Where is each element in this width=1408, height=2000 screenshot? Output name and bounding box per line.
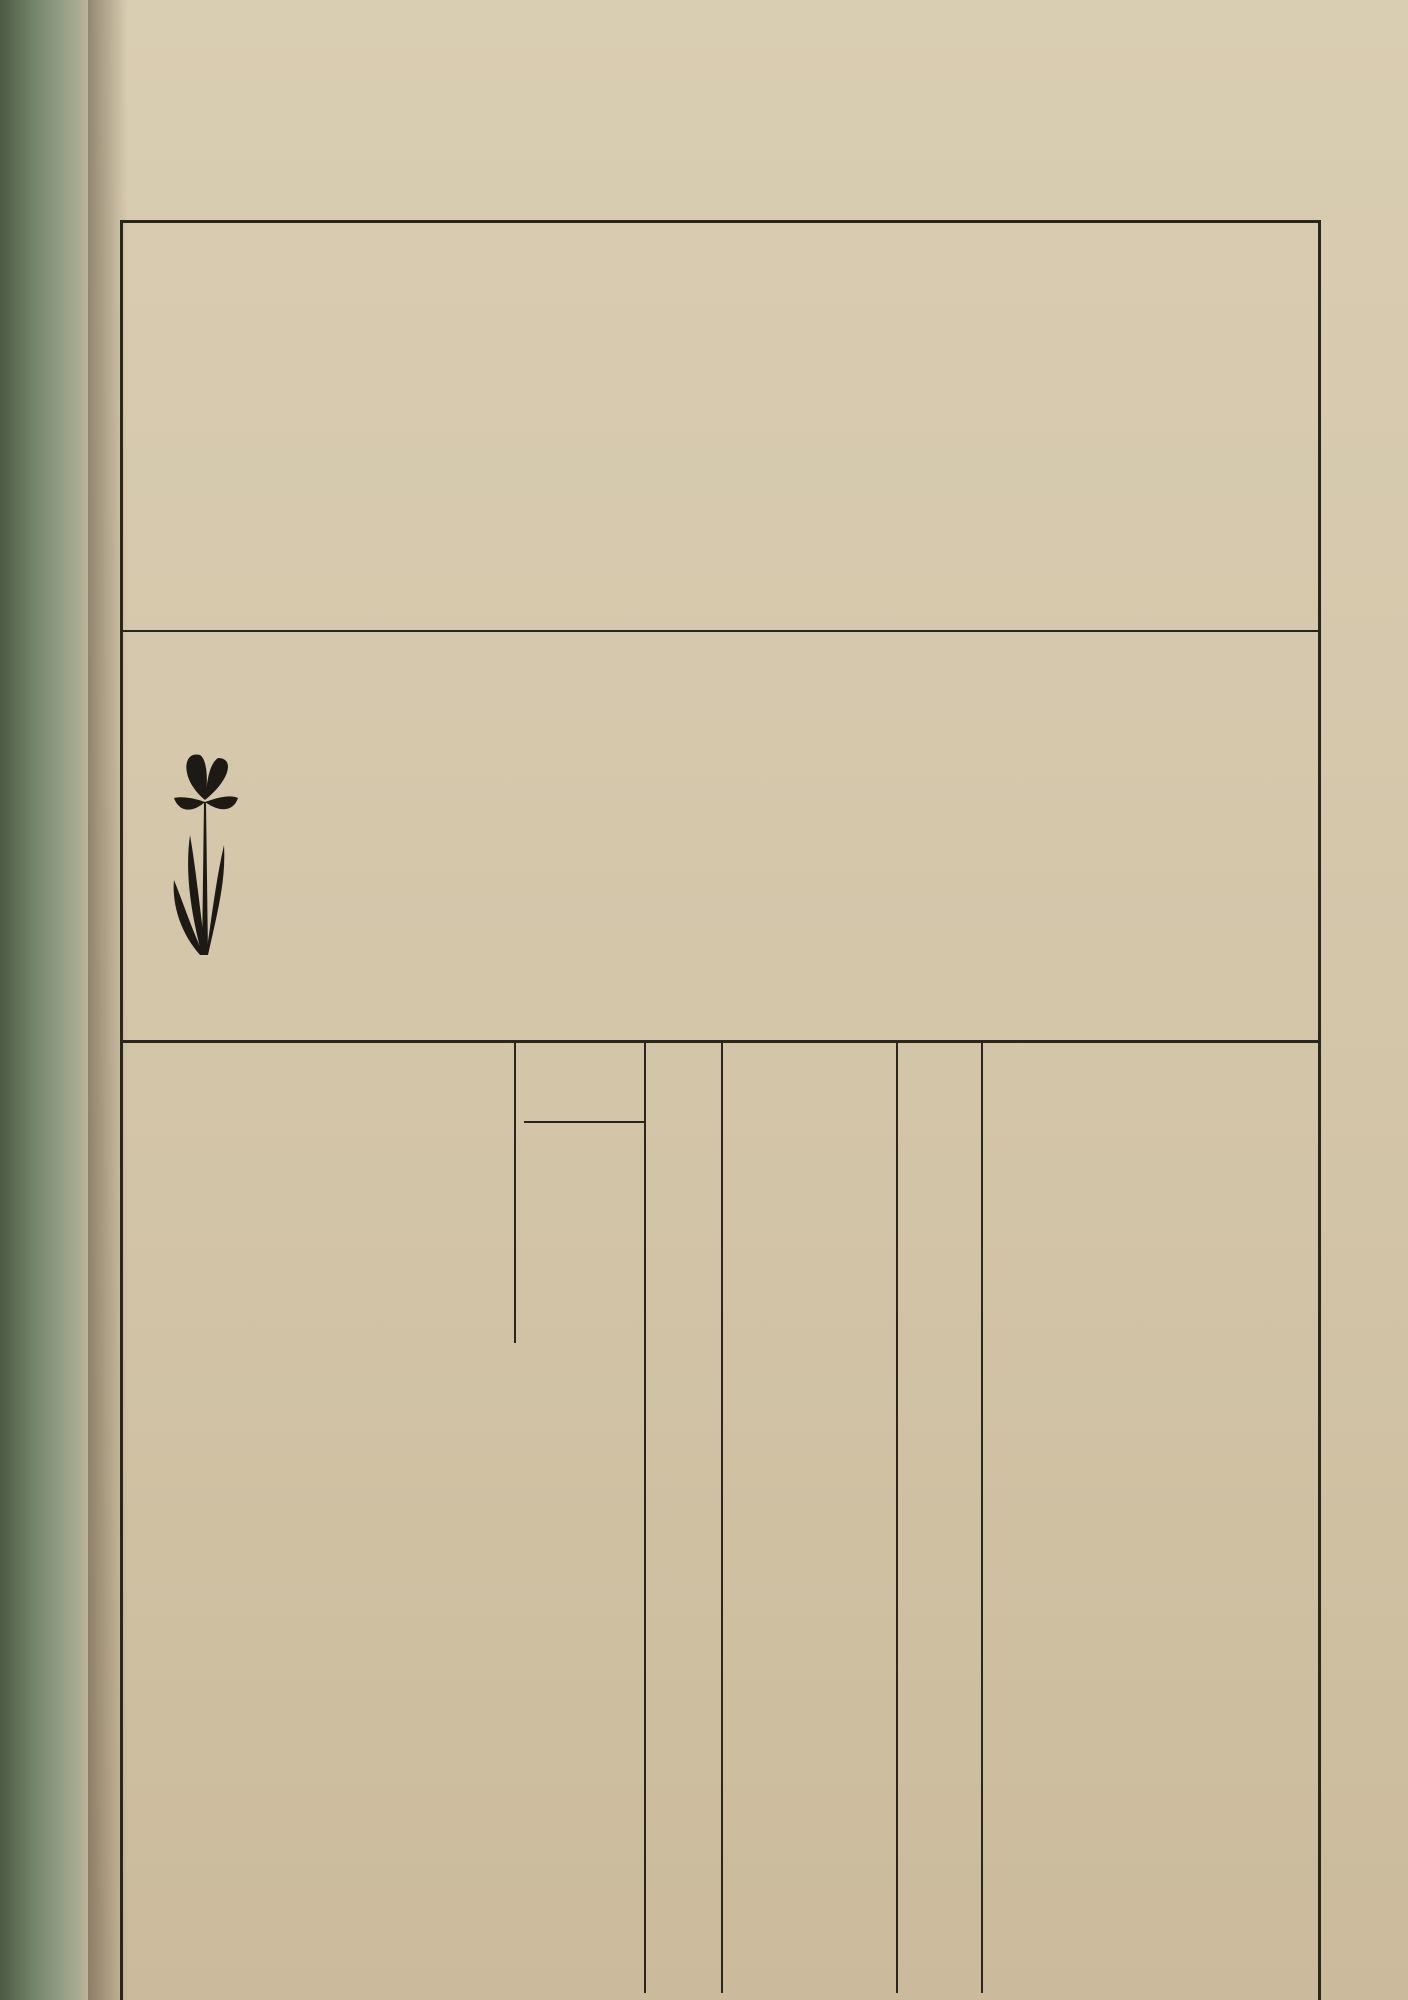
book-binding bbox=[0, 0, 88, 2000]
frame-right bbox=[1318, 220, 1321, 2000]
colophon-area bbox=[120, 1043, 1318, 1993]
toc-middle bbox=[198, 650, 1328, 1030]
bottom-divider-b bbox=[896, 1043, 898, 1993]
staff-list bbox=[198, 1273, 438, 1973]
iris-illustration bbox=[160, 740, 250, 960]
bottom-divider-d bbox=[644, 1043, 646, 1993]
sales-rule bbox=[524, 1121, 644, 1123]
bottom-divider-e bbox=[514, 1043, 516, 1343]
sales-label bbox=[526, 1057, 636, 1113]
bottom-divider-a bbox=[981, 1043, 983, 1993]
frame-top bbox=[120, 220, 1320, 223]
bottom-divider-c bbox=[721, 1043, 723, 1993]
divider-1 bbox=[120, 630, 1320, 632]
toc-top bbox=[198, 250, 1208, 620]
